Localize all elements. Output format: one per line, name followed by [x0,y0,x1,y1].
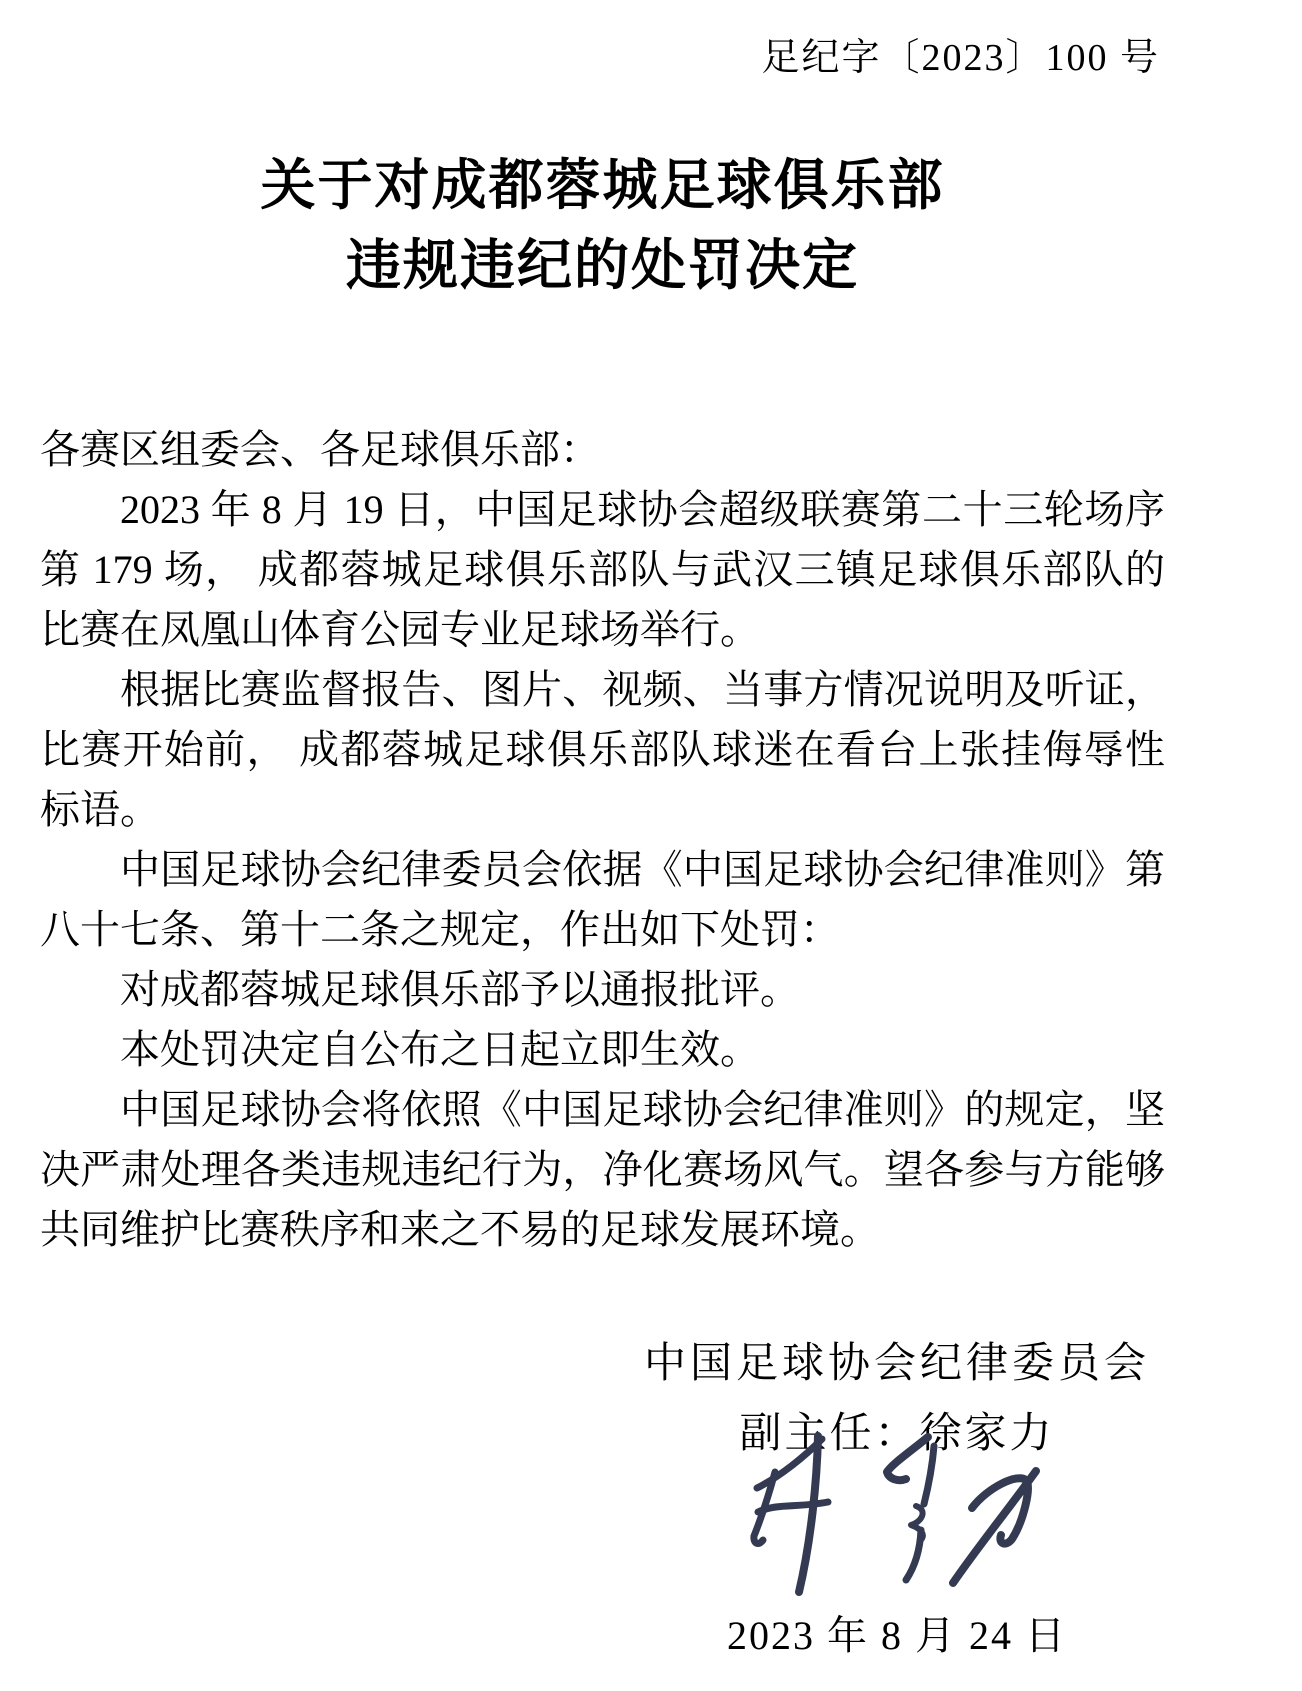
body-line: 决严肃处理各类违规违纪行为，净化赛场风气。望各参与方能够 [40,1147,1165,1192]
signature-date: 2023 年 8 月 24 日 [727,1613,1067,1658]
document-body [40,420,1165,1260]
body-line: 共同维护比赛秩序和来之不易的足球发展环境。 [40,1207,880,1252]
body-line: 比赛开始前， 成都蓉城足球俱乐部队球迷在看台上张挂侮辱性 [40,727,1165,772]
signature-role-name: 副主任：徐家力 [739,1411,1055,1457]
signature-org: 中国足球协会纪律委员会 [643,1341,1150,1387]
body-line: 标语。 [40,787,160,832]
document-title-line-2: 违规违纪的处罚决定 [345,235,859,296]
body-line: 八十七条、第十二条之规定，作出如下处罚： [40,907,840,952]
document-title [40,146,1165,306]
body-line: 比赛在凤凰山体育公园专业足球场举行。 [40,607,760,652]
body-line: 中国足球协会纪律委员会依据《中国足球协会纪律准则》第 [120,847,1165,892]
document-title-line-1: 关于对成都蓉城足球俱乐部 [260,155,945,216]
doc-number: 足纪字〔2023〕100 号 [761,37,1160,79]
body-line: 中国足球协会将依照《中国足球协会纪律准则》的规定，坚 [120,1087,1165,1132]
body-line: 根据比赛监督报告、图片、视频、当事方情况说明及听证， [120,667,1165,712]
body-line: 对成都蓉城足球俱乐部予以通报批评。 [120,967,800,1012]
body-line: 第 179 场， 成都蓉城足球俱乐部队与武汉三镇足球俱乐部队的 [40,547,1165,592]
body-line: 本处罚决定自公布之日起立即生效。 [120,1027,760,1072]
salutation: 各赛区组委会、各足球俱乐部： [40,427,600,472]
body-line: 2023 年 8 月 19 日，中国足球协会超级联赛第二十三轮场序 [120,487,1165,532]
